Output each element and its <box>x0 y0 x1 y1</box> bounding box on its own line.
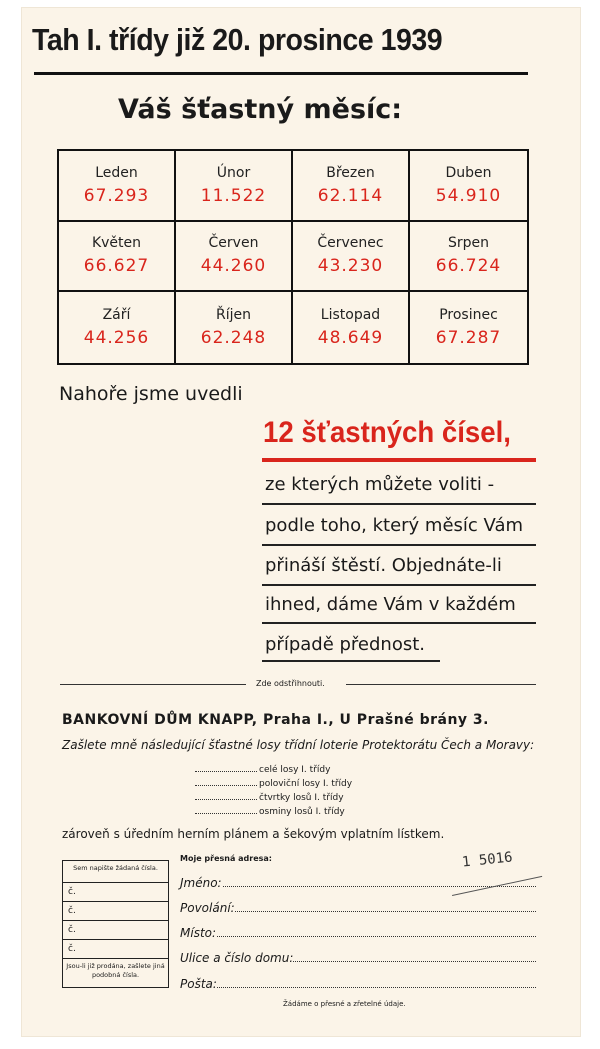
number-entry-row[interactable]: č. <box>63 940 168 959</box>
occupation-field[interactable]: Povolání: <box>180 897 536 915</box>
lucky-number: 11.522 <box>200 185 267 206</box>
ticket-option-half[interactable]: poloviční losy I. třídy <box>195 779 352 789</box>
month-name: Srpen <box>447 235 489 252</box>
address-title: Moje přesná adresa: <box>180 854 273 863</box>
lucky-number: 43.230 <box>317 256 384 277</box>
number-entry-row[interactable]: č. <box>63 921 168 940</box>
lucky-number: 44.256 <box>83 328 150 349</box>
lucky-numbers-heading: 12 šťastných čísel, <box>263 416 511 449</box>
month-cell <box>293 292 410 363</box>
lucky-number: 66.627 <box>83 256 150 277</box>
lucky-number: 54.910 <box>435 185 502 206</box>
quantity-blank[interactable] <box>195 813 257 814</box>
box-header: Sem napište žádaná čísla. <box>63 861 168 883</box>
month-name: Březen <box>326 164 375 181</box>
ticket-option-eighth[interactable]: osminy losů I. třídy <box>195 807 345 817</box>
month-name: Červenec <box>317 235 384 252</box>
month-cell <box>59 222 176 293</box>
ticket-option-full[interactable]: celé losy I. třídy <box>195 765 330 775</box>
month-name: Únor <box>216 164 251 181</box>
month-number-grid <box>57 149 529 365</box>
post-office-field[interactable]: Pošta: <box>180 973 536 991</box>
ticket-option-quarter[interactable]: čtvrtky losů I. třídy <box>195 793 344 803</box>
month-cell <box>176 292 293 363</box>
street-field[interactable]: Ulice a číslo domu: <box>180 947 536 965</box>
month-name: Leden <box>95 164 138 181</box>
also-text: zároveň s úředním herním plánem a šekovým vplatním lístkem. <box>62 827 445 841</box>
month-cell <box>293 151 410 222</box>
month-name: Prosinec <box>439 307 498 324</box>
lucky-numbers-underline <box>262 458 536 462</box>
month-cell <box>59 151 176 222</box>
paragraph-rule <box>262 660 440 662</box>
month-name: Duben <box>445 164 492 181</box>
paragraph-line: podle toho, který měsíc Vám <box>265 515 524 536</box>
paragraph-line: případě přednost. <box>265 634 426 655</box>
month-name: Září <box>102 307 131 324</box>
paragraph-rule <box>262 503 536 505</box>
name-field[interactable]: Jméno: <box>180 872 536 890</box>
number-entry-row[interactable]: č. <box>63 883 168 902</box>
box-footer: Jsou-li již prodána, zašlete jiná podobná čísla. <box>66 962 165 979</box>
month-cell <box>176 151 293 222</box>
footnote: Žádáme o přesné a zřetelné údaje. <box>283 1000 406 1008</box>
month-cell <box>176 222 293 293</box>
lucky-number: 67.287 <box>435 328 502 349</box>
lucky-number: 48.649 <box>317 328 384 349</box>
number-entry-row[interactable]: č. <box>63 902 168 921</box>
quantity-blank[interactable] <box>195 799 257 800</box>
lucky-number: 66.724 <box>435 256 502 277</box>
lucky-number: 62.248 <box>200 328 267 349</box>
paragraph-line: ze kterých můžete voliti - <box>265 474 495 495</box>
lucky-month-heading: Váš šťastný měsíc: <box>118 94 403 125</box>
paragraph-line: ihned, dáme Vám v každém <box>265 594 516 615</box>
month-name: Květen <box>91 235 142 252</box>
paragraph-line: přináší štěstí. Objednáte-li <box>265 555 502 576</box>
paragraph-rule <box>262 584 536 586</box>
order-text: Zašlete mně následující šťastné losy třídní loterie Protektorátu Čech a Moravy: <box>62 738 535 752</box>
month-name: Říjen <box>216 307 251 324</box>
requested-numbers-box <box>62 860 169 988</box>
month-name: Listopad <box>320 307 381 324</box>
month-name: Červen <box>208 235 259 252</box>
lucky-number: 62.114 <box>317 185 384 206</box>
month-cell <box>293 222 410 293</box>
month-cell <box>59 292 176 363</box>
cut-here-label: Zde odstřihnouti. <box>256 679 325 688</box>
month-cell <box>410 292 527 363</box>
bank-address: BANKOVNÍ DŮM KNAPP, Praha I., U Prašné brány 3. <box>62 712 489 728</box>
headline-underline <box>34 72 528 75</box>
headline: Tah I. třídy již 20. prosince 1939 <box>32 22 443 57</box>
quantity-blank[interactable] <box>195 771 257 772</box>
cut-line[interactable] <box>60 679 536 689</box>
month-cell <box>410 222 527 293</box>
lucky-number: 44.260 <box>200 256 267 277</box>
quantity-blank[interactable] <box>195 785 257 786</box>
handwritten-number: 1 5016 <box>461 849 514 871</box>
lucky-number: 67.293 <box>83 185 150 206</box>
intro-text: Nahoře jsme uvedli <box>59 383 243 405</box>
place-field[interactable]: Místo: <box>180 922 536 940</box>
paragraph-rule <box>262 544 536 546</box>
paragraph-rule <box>262 622 536 624</box>
month-cell <box>410 151 527 222</box>
